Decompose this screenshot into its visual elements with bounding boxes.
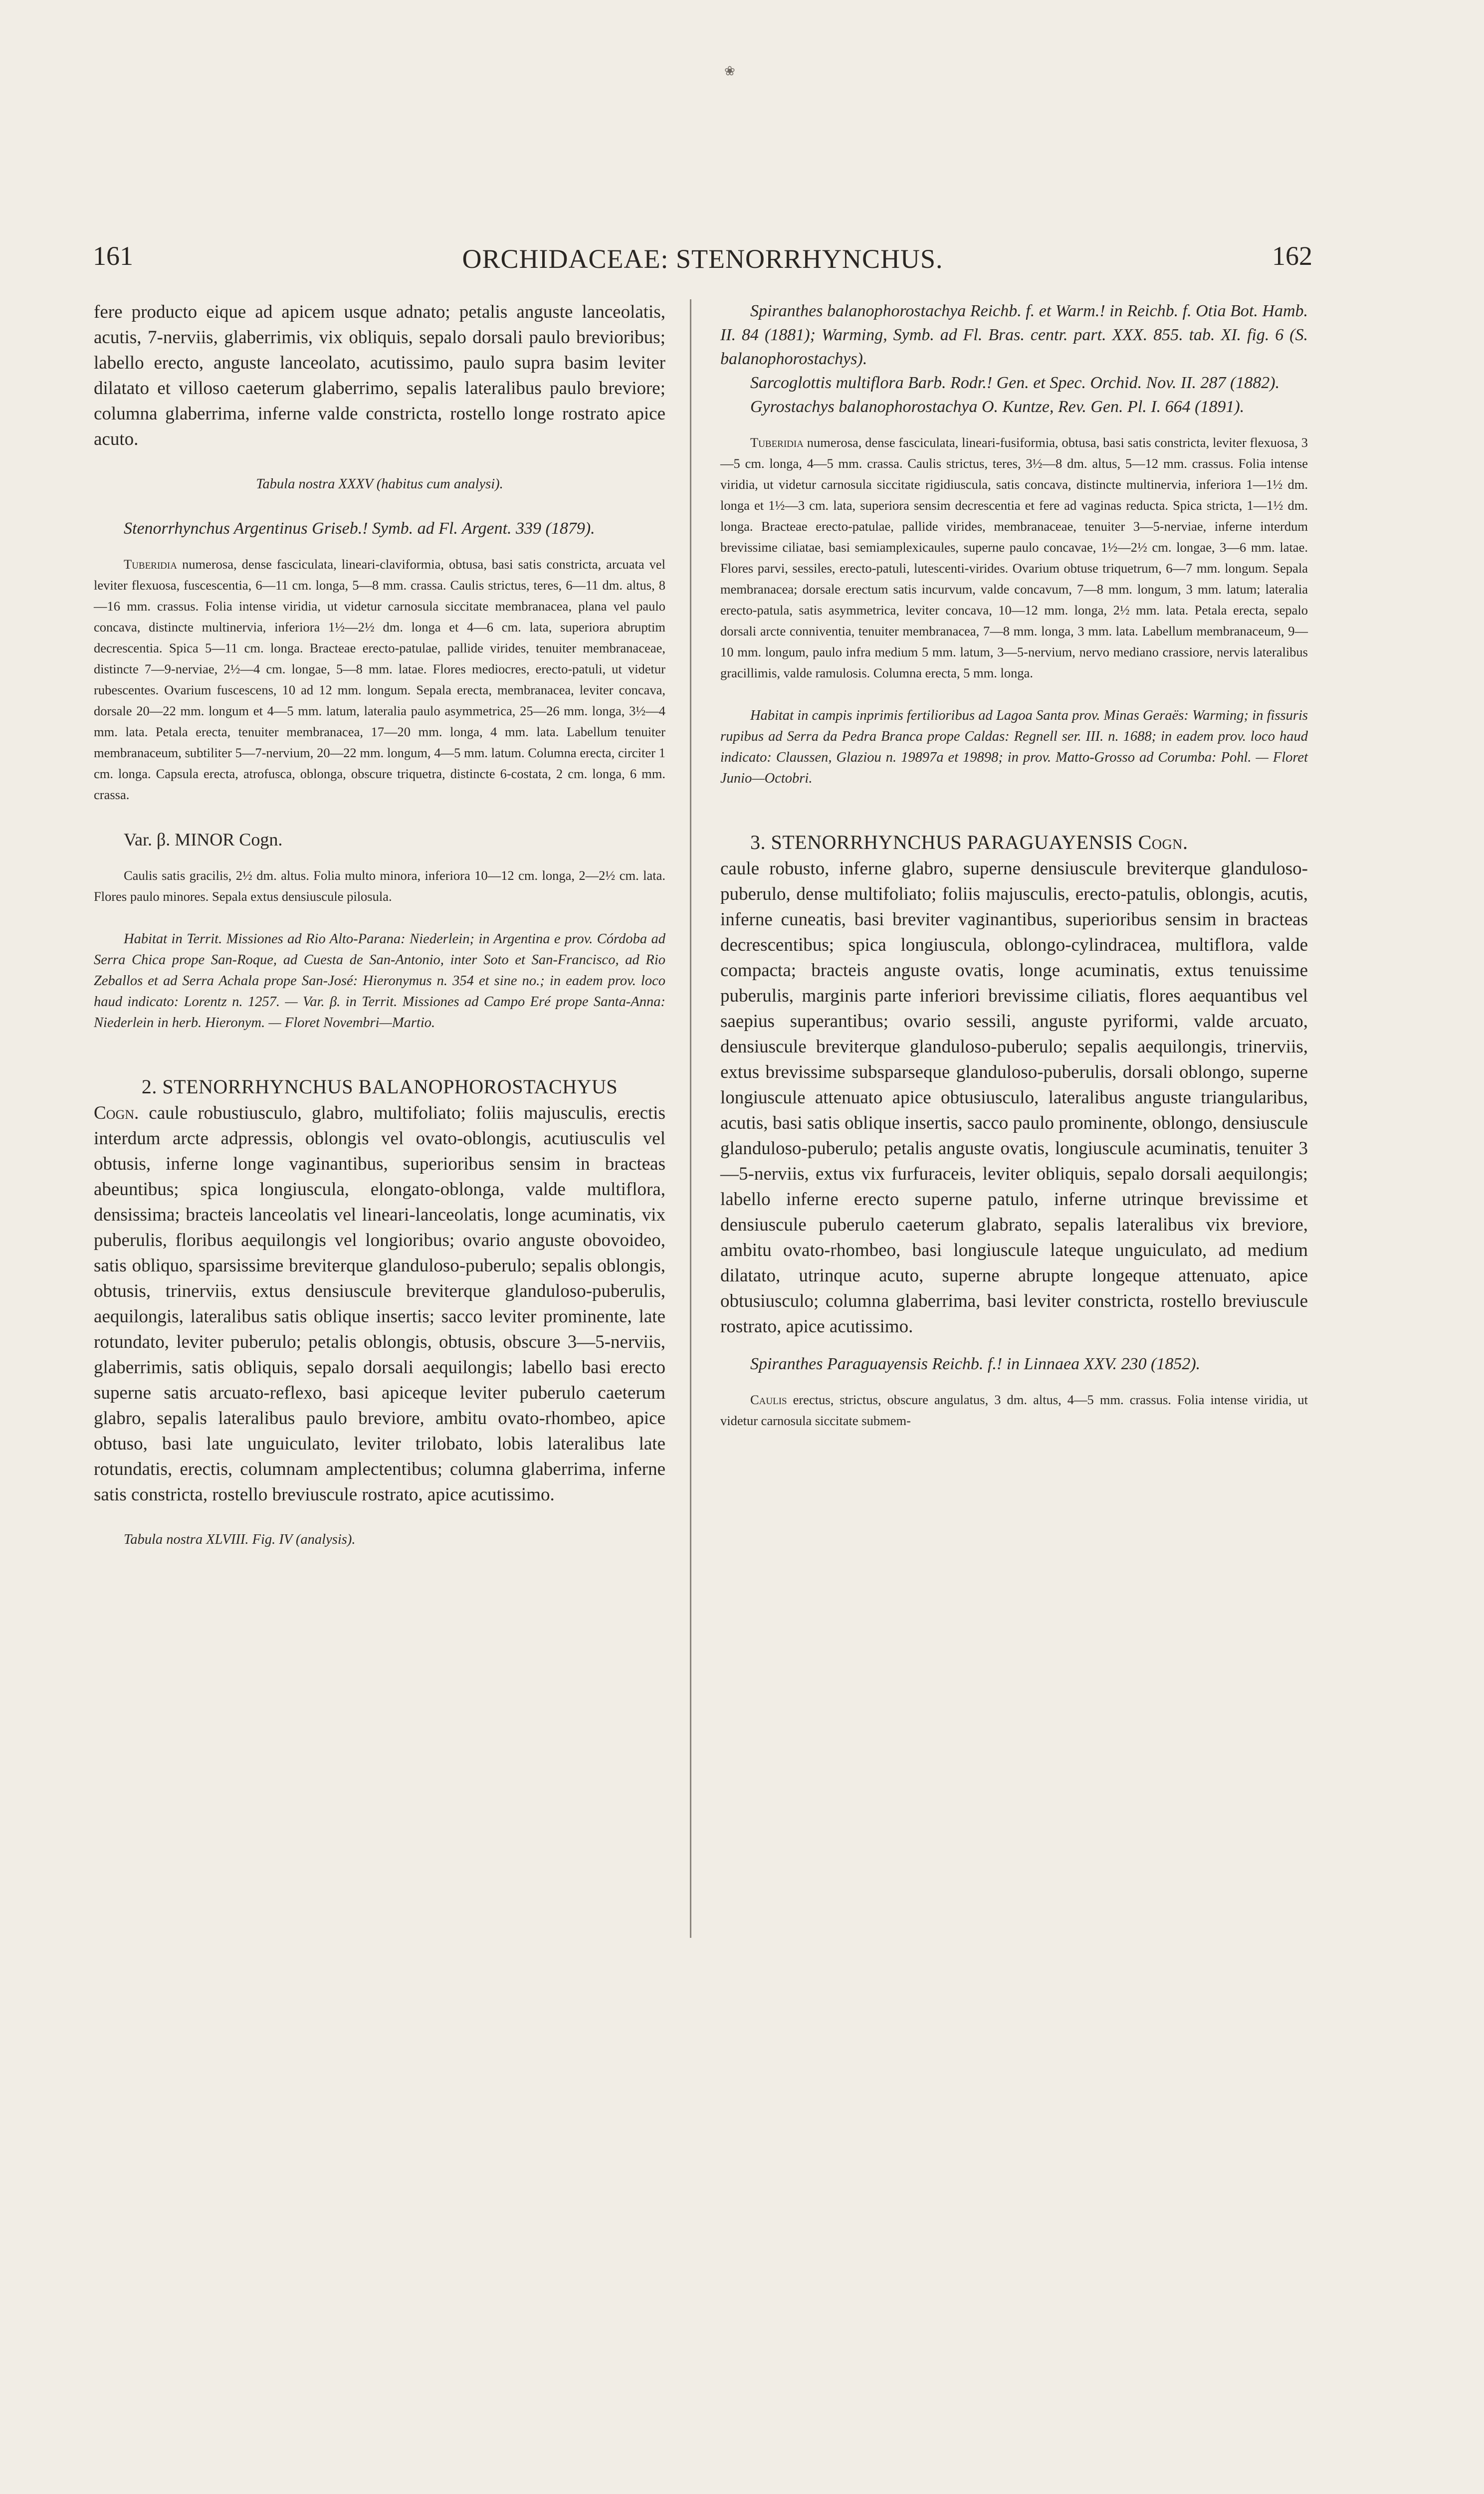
description-body: numerosa, dense fasciculata, lineari-fusiformia, obtusa, basi satis constricta, leviter flexuosa, 3—5 cm. longa, 4—5 mm. crassa. Caulis strictus, teres, 3½—8 dm. altus, 5—12 mm. crassus. Folia intense viridia, ut videtur carnosula siccitate rigidiuscula, satis concava, distincte multinervia, inferiora 1—1½ dm. longa et 1½—3 cm. lata, superiora sensim decrescentia et fere ad vaginas reducta. Spica stricta, 1—1½ dm. longa. Bracteae erecto-patulae, pallide virides, membranaceae, tenuiter 3—5-nerviae, inferne interdum brevissime ciliatae, basi semiamplexicaules, superne paulo concavae, 1½—2½ cm. longae, 3—6 mm. latae. Flores parvi, sessiles, erecto-patuli, lutescenti-virides. Ovarium obtuse triquetrum, 6—7 mm. longum. Sepala membranacea; dorsale erectum satis incurvum, valde concavum, 7—8 mm. longum, 3 mm. latum; lateralia erecto-patula, satis asymmetrica, leviter concava, 10—12 mm. longa, 2½ mm. lata. Petala erecta, sepalo dorsali arcte conniventia, tenuiter membranacea, 7—8 mm. longa, 3 mm. lata. Labellum membranaceum, 9—10 mm. longum, paulo infra medium 5 mm. latum, 3—5-nervium, nervo mediano crassiore, nervis lateralibus gracillimis, valde ramulosis. Columna erecta, 5 mm. longa. <box>720 435 1308 680</box>
species-diagnosis <box>94 1100 665 1507</box>
synonym-citation: Gyrostachys balanophorostachya O. Kuntze, Rev. Gen. Pl. I. 664 (1891). <box>750 398 1245 416</box>
page-header <box>93 240 1312 285</box>
description-body: numerosa, dense fasciculata, lineari-claviformia, obtusa, basi satis constricta, arcuata vel leviter flexuosa, fuscescentia, 6—11 cm. longa, 5—8 mm. crassa. Caulis strictus, teres, 6—11 dm. altus, 8—16 mm. crassus. Folia intense viridia, ut videtur carnosula siccitate membranacea, plana vel paulo concava, distincte multinervia, inferiora 1½—2½ dm. longa et 4—6 cm. lata, superiora abruptim decrescentia. Spica 5—11 cm. longa. Bracteae erecto-patulae, pallide virides, tenuiter membranaceae, distincte 7—9-nerviae, 2½—4 cm. longae, 5—8 mm. latae. Flores mediocres, erecto-patuli, ut videtur rubescentes. Ovarium fuscescens, 10 ad 12 mm. longum. Sepala erecta, membranacea, leviter concava, dorsale 20—22 mm. longum et 4—5 mm. latum, lateralia paulo asymmetrica, 25—26 mm. longa, 3½—4 mm. lata. Petala erecta, tenuiter membranacea, 17—20 mm. longa, 4 mm. lata. Labellum tenuiter membranaceum, subtiliter 5—7-nervium, 20—22 mm. longum, 4—5 mm. latum. Columna erecta, circiter 1 cm. longa. Capsula erecta, atrofusca, oblonga, obscure triquetra, distincte 6-costata, 2 cm. longa, 6 mm. crassa. <box>94 557 665 802</box>
lead-word: Caulis <box>750 1392 787 1407</box>
page-number-right: 162 <box>1272 241 1312 271</box>
page-ornament: ❀ <box>724 64 735 78</box>
species-heading: 2. STENORRHYNCHUS BALANOPHOROSTACHYUS <box>141 1075 618 1098</box>
diagnosis-body: caule robustiusculo, glabro, multifoliato; foliis majusculis, erectis interdum arcte adpressis, oblongis vel ovato-oblongis, acutiusculis vel obtusis, inferne longe vaginantibus, superioribus sensim in bracteas abeuntibus; spica longiuscula, elongato-oblonga, valde multiflora, densissima; bracteis lanceolatis vel lineari-lanceolatis, longe acuminatis, vix puberulis, floribus aequilongis vel longioribus; ovario anguste obovoideo, satis obliquo, sparsissime breviterque glanduloso-puberulo; sepalis oblongis, obtusis, trinerviis, extus densiuscule breviterque glanduloso-puberulis, aequilongis, lateralibus satis oblique insertis; sacco leviter prominente, late rotundato, leviter puberulo; petalis oblongis, obtusis, obscure 3—5-nerviis, glaberrimis, satis obliquis, sepalo dorsali aequilongis; labello basi erecto superne satis arcuato-reflexo, basi apiceque leviter puberulo caeterum glabro, sepalis lateralibus paulo breviore, ambitu ovato-rhombeo, apice obtuso, basi late unguiculato, leviter trilobato, lobis lateralibus late rotundatis, erectis, columnam amplectentibus; columna glaberrima, inferne satis constricta, rostello breviuscule rostrato, apice acutissimo. <box>94 1103 665 1505</box>
author-abbrev: Cogn. <box>94 1103 139 1123</box>
species-heading <box>720 829 1308 856</box>
habitat-note: Habitat in campis inprimis fertilioribus ad Lagoa Santa prov. Minas Geraës: Warming; in fissuris rupibus ad Serra da Pedra Branca prope Caldas: Regnell ser. III. n. 1688; in eadem prov. loco haud indicato: Claussen, Glaziou n. 19897a et 19898; in prov. Matto-Grosso ad Corumba: Pohl. — Floret Junio—Octobri. <box>720 708 1308 786</box>
detailed-description <box>94 554 665 805</box>
page-number-left: 161 <box>93 241 133 271</box>
synonym-citation: Sarcoglottis multiflora Barb. Rodr.! Gen. et Spec. Orchid. Nov. II. 287 (1882). <box>750 374 1280 392</box>
lead-word: Tuberidia <box>750 435 804 450</box>
detailed-description <box>720 432 1308 683</box>
description-continuation: fere producto eique ad apicem usque adnato; petalis anguste lanceolatis, acutis, 7-nerviis, glaberrimis, vix obliquis, sepalo dorsali paulo brevioribus; labello erecto, anguste lanceolato, acutissimo, paulo supra basim leviter dilatato et villoso caeterum glaberrimo, sepalis lateralibus paulo breviore; columna glaberrima, inferne valde constricta, rostello longe rostrato apice acuto. <box>94 302 665 449</box>
column-divider <box>690 299 691 1938</box>
right-column <box>720 299 1308 1431</box>
habitat-note: Habitat in Territ. Missiones ad Rio Alto-Parana: Niederlein; in Argentina e prov. Córdoba ad Serra Chica prope San-Roque, ad Cuesta de San-Antonio, inter Soto et San-Francisco, ad Rio Zeballos et ad Serra Achala prope San-José: Hieronymus n. 354 et sine no.; in eadem prov. loco haud indicato: Lorentz n. 1257. — Var. β. in Territ. Missiones ad Campo Eré prope Santa-Anna: Niederlein in herb. Hieronym. — Floret Novembri—Martio. <box>94 931 665 1031</box>
detailed-description <box>720 1389 1308 1431</box>
plate-reference: Tabula nostra XXXV (habitus cum analysi). <box>256 476 503 492</box>
lead-word: Tuberidia <box>124 557 177 572</box>
synonym-citation: Spiranthes Paraguayensis Reichb. f.! in Linnaea XXV. 230 (1852). <box>750 1355 1201 1373</box>
left-column <box>94 299 665 1550</box>
synonym-citation: Stenorrhynchus Argentinus Griseb.! Symb. ad Fl. Argent. 339 (1879). <box>124 519 595 538</box>
variety-description: Caulis satis gracilis, 2½ dm. altus. Folia multo minora, inferiora 10—12 cm. longa, 2—2½ cm. lata. Flores paulo minores. Sepala extus densiuscule pilosula. <box>94 868 665 904</box>
synonym-citation: Spiranthes balanophorostachya Reichb. f. et Warm.! in Reichb. f. Otia Bot. Hamb. II. 84 (1881); Warming, Symb. ad Fl. Bras. centr. part. XXX. 855. tab. XI. fig. 6 (S. balanophorostachys). <box>720 302 1308 368</box>
author-abbrev: Cogn. <box>1138 831 1188 853</box>
running-title: ORCHIDACEAE: STENORRHYNCHUS. <box>462 244 943 274</box>
species-title: 3. STENORRHYNCHUS PARAGUAYENSIS <box>750 831 1133 853</box>
species-diagnosis: caule robusto, inferne glabro, superne densiuscule breviterque glanduloso-puberulo, dense multifoliato; foliis majusculis, erecto-patulis, oblongis, acutis, inferne cuneatis, basi breviter vaginantibus, superioribus sensim in bracteas decrescentibus; spica longiuscula, oblongo-cylindracea, multiflora, valde compacta; bracteis anguste ovatis, longe acuminatis, extus tenuissime puberulis, marginis parte inferiori brevissime ciliatis, flores aequantibus vel saepius superantibus; ovario sessili, anguste pyriformi, valde arcuato, densiuscule breviterque glanduloso-puberulo; sepalis aequilongis, trinerviis, extus brevissime subsparseque glanduloso-puberulis, dorsali oblongo, superne longiuscule attenuato apice obtusiusculo, lateralibus anguste triangularibus, acutis, basi satis oblique insertis, sacco paulo prominente, oblongo, densiuscule glanduloso-puberulo; petalis anguste ovatis, longiuscule acuminatis, tenuiter 3—5-nerviis, extus vix furfuraceis, leviter obliquis, sepalo dorsali aequilongis; labello inferne erecto superne patulo, inferne utrinque brevissime et densiuscule puberulo caeterum glabrato, sepalis lateralibus vix breviore, ambitu ovato-rhombeo, basi longiuscule lateque unguiculato, ad medium dilatato, utrinque acuto, superne abrupte longeque attenuato, apice obtusiusculo; columna glaberrima, basi leviter constricta, rostello breviuscule rostrato, apice acutissimo. <box>720 858 1308 1337</box>
plate-reference: Tabula nostra XLVIII. Fig. IV (analysis). <box>124 1532 356 1547</box>
description-body: erectus, strictus, obscure angulatus, 3 dm. altus, 4—5 mm. crassus. Folia intense viridia, ut videtur carnosula siccitate submem- <box>720 1392 1308 1428</box>
variety-heading: Var. β. MINOR Cogn. <box>124 830 283 849</box>
